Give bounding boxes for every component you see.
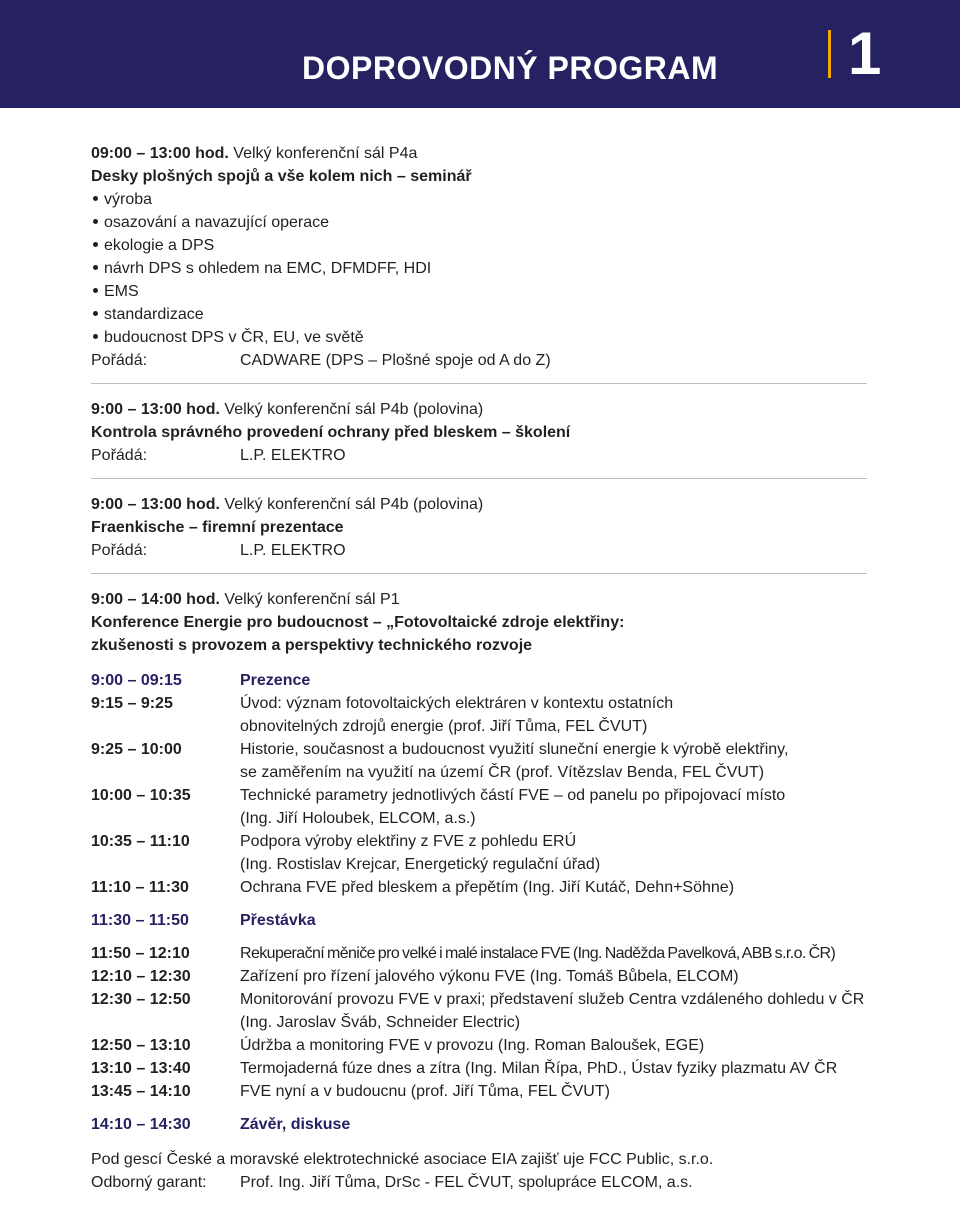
bullet-icon xyxy=(93,242,98,247)
session-time: 09:00 – 13:00 hod. xyxy=(91,145,229,162)
session-block-1 xyxy=(91,142,881,372)
session-room: Velký konferenční sál P4a xyxy=(228,145,418,162)
divider xyxy=(91,573,867,574)
session-title: Konference Energie pro budoucnost – „Fotovoltaické zdroje elektřiny: xyxy=(91,614,625,631)
schedule-time: 13:10 – 13:40 xyxy=(91,1060,191,1077)
timetable xyxy=(91,669,881,1136)
schedule-row xyxy=(91,1034,881,1057)
organizer-label: Pořádá: xyxy=(91,542,148,559)
bullet-icon xyxy=(93,265,98,270)
guarantor-name: Prof. Ing. Jiří Tůma, DrSc - FEL ČVUT, spolupráce ELCOM, a.s. xyxy=(240,1174,693,1191)
organizer-name: L.P. ELEKTRO xyxy=(240,542,346,559)
schedule-time: 9:25 – 10:00 xyxy=(91,741,182,758)
schedule-row xyxy=(91,738,881,784)
bullet-icon xyxy=(93,219,98,224)
session-title-cont: zkušenosti s provozem a perspektivy technického rozvoje xyxy=(91,637,533,654)
schedule-time: 12:50 – 13:10 xyxy=(91,1037,191,1054)
bullet-icon xyxy=(93,334,98,339)
divider xyxy=(91,383,867,384)
schedule-text: Prezence xyxy=(240,672,311,689)
schedule-row xyxy=(91,1057,881,1080)
bullet-item: osazování a navazující operace xyxy=(91,211,881,234)
session-title: Desky plošných spojů a vše kolem nich – seminář xyxy=(91,168,472,185)
schedule-text: Úvod: význam fotovoltaických elektráren v kontextu ostatních xyxy=(240,695,674,712)
page-header xyxy=(0,0,960,108)
bullet-item: výroba xyxy=(91,188,881,211)
schedule-time: 11:50 – 12:10 xyxy=(91,945,190,962)
footer xyxy=(91,1148,881,1194)
schedule-row xyxy=(91,942,881,965)
schedule-text: Termojaderná fúze dnes a zítra (Ing. Milan Řípa, PhD., Ústav fyziky plazmatu AV ČR xyxy=(240,1060,838,1077)
schedule-row xyxy=(91,669,881,692)
schedule-text: Závěr, diskuse xyxy=(240,1116,351,1133)
schedule-time: 9:00 – 09:15 xyxy=(91,672,182,689)
session-time: 9:00 – 14:00 hod. xyxy=(91,591,220,608)
schedule-text: FVE nyní a v budoucnu (prof. Jiří Tůma, FEL ČVUT) xyxy=(240,1083,610,1100)
session-block-4 xyxy=(91,588,881,657)
bullet-icon xyxy=(93,196,98,201)
schedule-text: Ochrana FVE před bleskem a přepětím (Ing. Jiří Kutáč, Dehn+Söhne) xyxy=(240,879,735,896)
schedule-text: obnovitelných zdrojů energie (prof. Jiří Tůma, FEL ČVUT) xyxy=(240,718,648,735)
schedule-row xyxy=(91,1113,881,1136)
session-time: 9:00 – 13:00 hod. xyxy=(91,401,220,418)
schedule-time: 14:10 – 14:30 xyxy=(91,1116,191,1133)
bullet-item: návrh DPS s ohledem na EMC, DFMDFF, HDI xyxy=(91,257,881,280)
schedule-text: Technické parametry jednotlivých částí FVE – od panelu po připojovací místo xyxy=(240,787,786,804)
schedule-row xyxy=(91,830,881,876)
session-room: Velký konferenční sál P4b (polovina) xyxy=(219,401,484,418)
session-time: 9:00 – 13:00 hod. xyxy=(91,496,220,513)
bullet-icon xyxy=(93,311,98,316)
page-number: 1 xyxy=(848,20,882,87)
schedule-text: Monitorování provozu FVE v praxi; představení služeb Centra vzdáleného dohledu v ČR xyxy=(240,991,865,1008)
session-block-3 xyxy=(91,493,881,562)
bullet-item: ekologie a DPS xyxy=(91,234,881,257)
bullet-item: budoucnost DPS v ČR, EU, ve světě xyxy=(91,326,881,349)
session-room: Velký konferenční sál P4b (polovina) xyxy=(219,496,484,513)
schedule-time: 12:30 – 12:50 xyxy=(91,991,191,1008)
schedule-text: Rekuperační měniče pro velké i malé instalace FVE (Ing. Naděžda Pavelková, ABB s.r.o. ČR) xyxy=(240,945,836,962)
schedule-text: (Ing. Jaroslav Šváb, Schneider Electric) xyxy=(240,1014,521,1031)
schedule-text: Podpora výroby elektřiny z FVE z pohledu ERÚ xyxy=(240,833,577,850)
schedule-time: 10:00 – 10:35 xyxy=(91,787,191,804)
organizer-label: Pořádá: xyxy=(91,352,148,369)
guarantor-label: Odborný garant: xyxy=(91,1174,207,1191)
schedule-row xyxy=(91,965,881,988)
schedule-time: 9:15 – 9:25 xyxy=(91,695,173,712)
schedule-text: Zařízení pro řízení jalového výkonu FVE (Ing. Tomáš Bůbela, ELCOM) xyxy=(240,968,739,985)
page-title: DOPROVODNÝ PROGRAM xyxy=(302,50,719,86)
bullet-item: EMS xyxy=(91,280,881,303)
schedule-time: 11:10 – 11:30 xyxy=(91,879,189,896)
session-room: Velký konferenční sál P1 xyxy=(219,591,400,608)
schedule-row xyxy=(91,1080,881,1103)
schedule-text: se zaměřením na využití na území ČR (prof. Vítězslav Benda, FEL ČVUT) xyxy=(240,764,765,781)
schedule-text: Údržba a monitoring FVE v provozu (Ing. Roman Baloušek, EGE) xyxy=(240,1037,705,1054)
schedule-row xyxy=(91,876,881,899)
schedule-time: 10:35 – 11:10 xyxy=(91,833,190,850)
footer-note: Pod gescí České a moravské elektrotechnické asociace EIA zajišť uje FCC Public, s.r.o. xyxy=(91,1151,714,1168)
organizer-name: CADWARE (DPS – Plošné spoje od A do Z) xyxy=(240,352,551,369)
schedule-text: (Ing. Rostislav Krejcar, Energetický regulační úřad) xyxy=(240,856,601,873)
session-title: Kontrola správného provedení ochrany před bleskem – školení xyxy=(91,424,571,441)
schedule-row xyxy=(91,784,881,830)
schedule-row xyxy=(91,909,881,932)
schedule-row xyxy=(91,692,881,738)
organizer-name: L.P. ELEKTRO xyxy=(240,447,346,464)
header-divider xyxy=(828,30,831,78)
schedule-time: 13:45 – 14:10 xyxy=(91,1083,191,1100)
schedule-time: 11:30 – 11:50 xyxy=(91,912,189,929)
bullet-item: standardizace xyxy=(91,303,881,326)
schedule-row xyxy=(91,988,881,1034)
schedule-text: (Ing. Jiří Holoubek, ELCOM, a.s.) xyxy=(240,810,476,827)
schedule-time: 12:10 – 12:30 xyxy=(91,968,191,985)
schedule-text: Historie, současnost a budoucnost využití sluneční energie k výrobě elektřiny, xyxy=(240,741,789,758)
session-block-2 xyxy=(91,398,881,467)
divider xyxy=(91,478,867,479)
program-content xyxy=(91,142,881,1194)
schedule-text: Přestávka xyxy=(240,912,316,929)
bullet-icon xyxy=(93,288,98,293)
organizer-label: Pořádá: xyxy=(91,447,148,464)
session-title: Fraenkische – firemní prezentace xyxy=(91,519,344,536)
